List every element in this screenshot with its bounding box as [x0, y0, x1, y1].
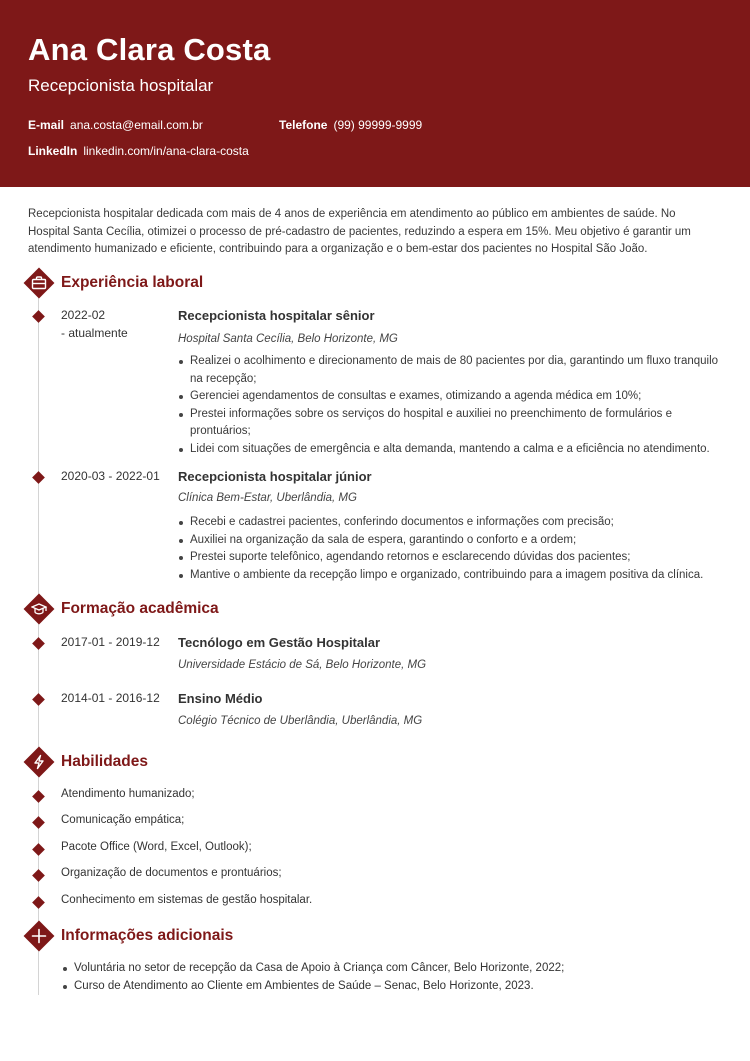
phone-value[interactable]: (99) 99999-9999 — [333, 118, 423, 132]
experience-section-title: Experiência laboral — [61, 274, 204, 291]
education-section-title: Formação acadêmica — [61, 600, 219, 617]
experience-bullets — [178, 514, 723, 584]
education-degree: Ensino Médio — [178, 691, 263, 706]
experience-bullets — [178, 353, 723, 458]
list-item: Realizei o acolhimento e direcionamento de mais de 80 pacientes por dia, garantindo um fluxo tranquilo na recepção; — [178, 353, 723, 388]
experience-role: Recepcionista hospitalar júnior — [178, 469, 372, 484]
contact-email — [28, 118, 203, 132]
experience-date-end: - atualmente — [61, 325, 128, 340]
list-item: Auxiliei na organização da sala de espera, garantindo o conforto e a ordem; — [178, 532, 723, 550]
experience-date-start: 2022-02 — [61, 308, 106, 322]
additional-section-title: Informações adicionais — [61, 927, 234, 944]
profile-summary: Recepcionista hospitalar dedicada com mais de 4 anos de experiência em atendimento ao público em ambientes de saúde. No Hospital Santa Cecília, otimizei o processo de pré-cadastro de pacientes, reduzindo a espera em 15%. Meu objetivo é garantir um atendimento humanizado e eficiente, contribuindo para a organização e o bem-estar dos pacientes no Hospital São João. — [28, 208, 691, 255]
experience-org: Clínica Bem-Estar, Uberlândia, MG — [178, 492, 357, 504]
email-label: E-mail — [28, 118, 65, 132]
phone-label: Telefone — [279, 118, 328, 132]
skill-item: Conhecimento em sistemas de gestão hospitalar. — [61, 894, 313, 906]
briefcase-icon — [25, 269, 53, 297]
lightning-icon — [25, 748, 53, 776]
experience-date — [61, 307, 128, 342]
experience-date: 2020-03 - 2022-01 — [61, 469, 160, 483]
skill-item: Pacote Office (Word, Excel, Outlook); — [61, 841, 252, 853]
timeline-dot — [32, 471, 45, 484]
timeline-dot — [32, 816, 45, 829]
timeline-dot — [32, 869, 45, 882]
list-item: Gerenciei agendamentos de consultas e exames, otimizando a agenda médica em 10%; — [178, 388, 723, 406]
additional-list — [61, 960, 721, 995]
experience-org: Hospital Santa Cecília, Belo Horizonte, MG — [178, 333, 398, 345]
graduation-cap-icon — [25, 595, 53, 623]
contact-phone — [279, 118, 422, 132]
list-item: Lidei com situações de emergência e alta demanda, mantendo a calma e a eficiência no atendimento. — [178, 441, 723, 459]
list-item: Curso de Atendimento ao Cliente em Ambientes de Saúde – Senac, Belo Horizonte, 2023. — [61, 978, 721, 996]
experience-role: Recepcionista hospitalar sênior — [178, 308, 375, 323]
timeline-dot — [32, 693, 45, 706]
linkedin-value[interactable]: linkedin.com/in/ana-clara-costa — [83, 144, 249, 158]
timeline-dot — [32, 843, 45, 856]
timeline-dot — [32, 310, 45, 323]
email-value[interactable]: ana.costa@email.com.br — [70, 118, 203, 132]
skills-section-title: Habilidades — [61, 753, 148, 770]
education-date: 2014-01 - 2016-12 — [61, 691, 160, 705]
plus-icon — [25, 922, 53, 950]
list-item: Prestei informações sobre os serviços do hospital e auxiliei no preenchimento de formulários e prontuários; — [178, 406, 723, 441]
skill-item: Organização de documentos e prontuários; — [61, 867, 282, 879]
linkedin-label: LinkedIn — [28, 144, 78, 158]
list-item: Voluntária no setor de recepção da Casa de Apoio à Criança com Câncer, Belo Horizonte, 2022; — [61, 960, 721, 978]
education-degree: Tecnólogo em Gestão Hospitalar — [178, 635, 381, 650]
skill-item: Atendimento humanizado; — [61, 788, 195, 800]
candidate-title: Recepcionista hospitalar — [28, 76, 214, 95]
education-date: 2017-01 - 2019-12 — [61, 635, 160, 649]
skill-item: Comunicação empática; — [61, 814, 185, 826]
list-item: Recebi e cadastrei pacientes, conferindo documentos e informações com precisão; — [178, 514, 723, 532]
list-item: Prestei suporte telefônico, agendando retornos e esclarecendo dúvidas dos pacientes; — [178, 549, 723, 567]
timeline-dot — [32, 637, 45, 650]
list-item: Mantive o ambiente da recepção limpo e organizado, contribuindo para a imagem positiva da clínica. — [178, 567, 723, 585]
timeline-dot — [32, 896, 45, 909]
education-school: Universidade Estácio de Sá, Belo Horizonte, MG — [178, 659, 427, 671]
candidate-name: Ana Clara Costa — [28, 32, 271, 67]
timeline-dot — [32, 790, 45, 803]
contact-linkedin — [28, 144, 249, 158]
education-school: Colégio Técnico de Uberlândia, Uberlândia, MG — [178, 715, 423, 727]
resume-header — [0, 0, 750, 187]
